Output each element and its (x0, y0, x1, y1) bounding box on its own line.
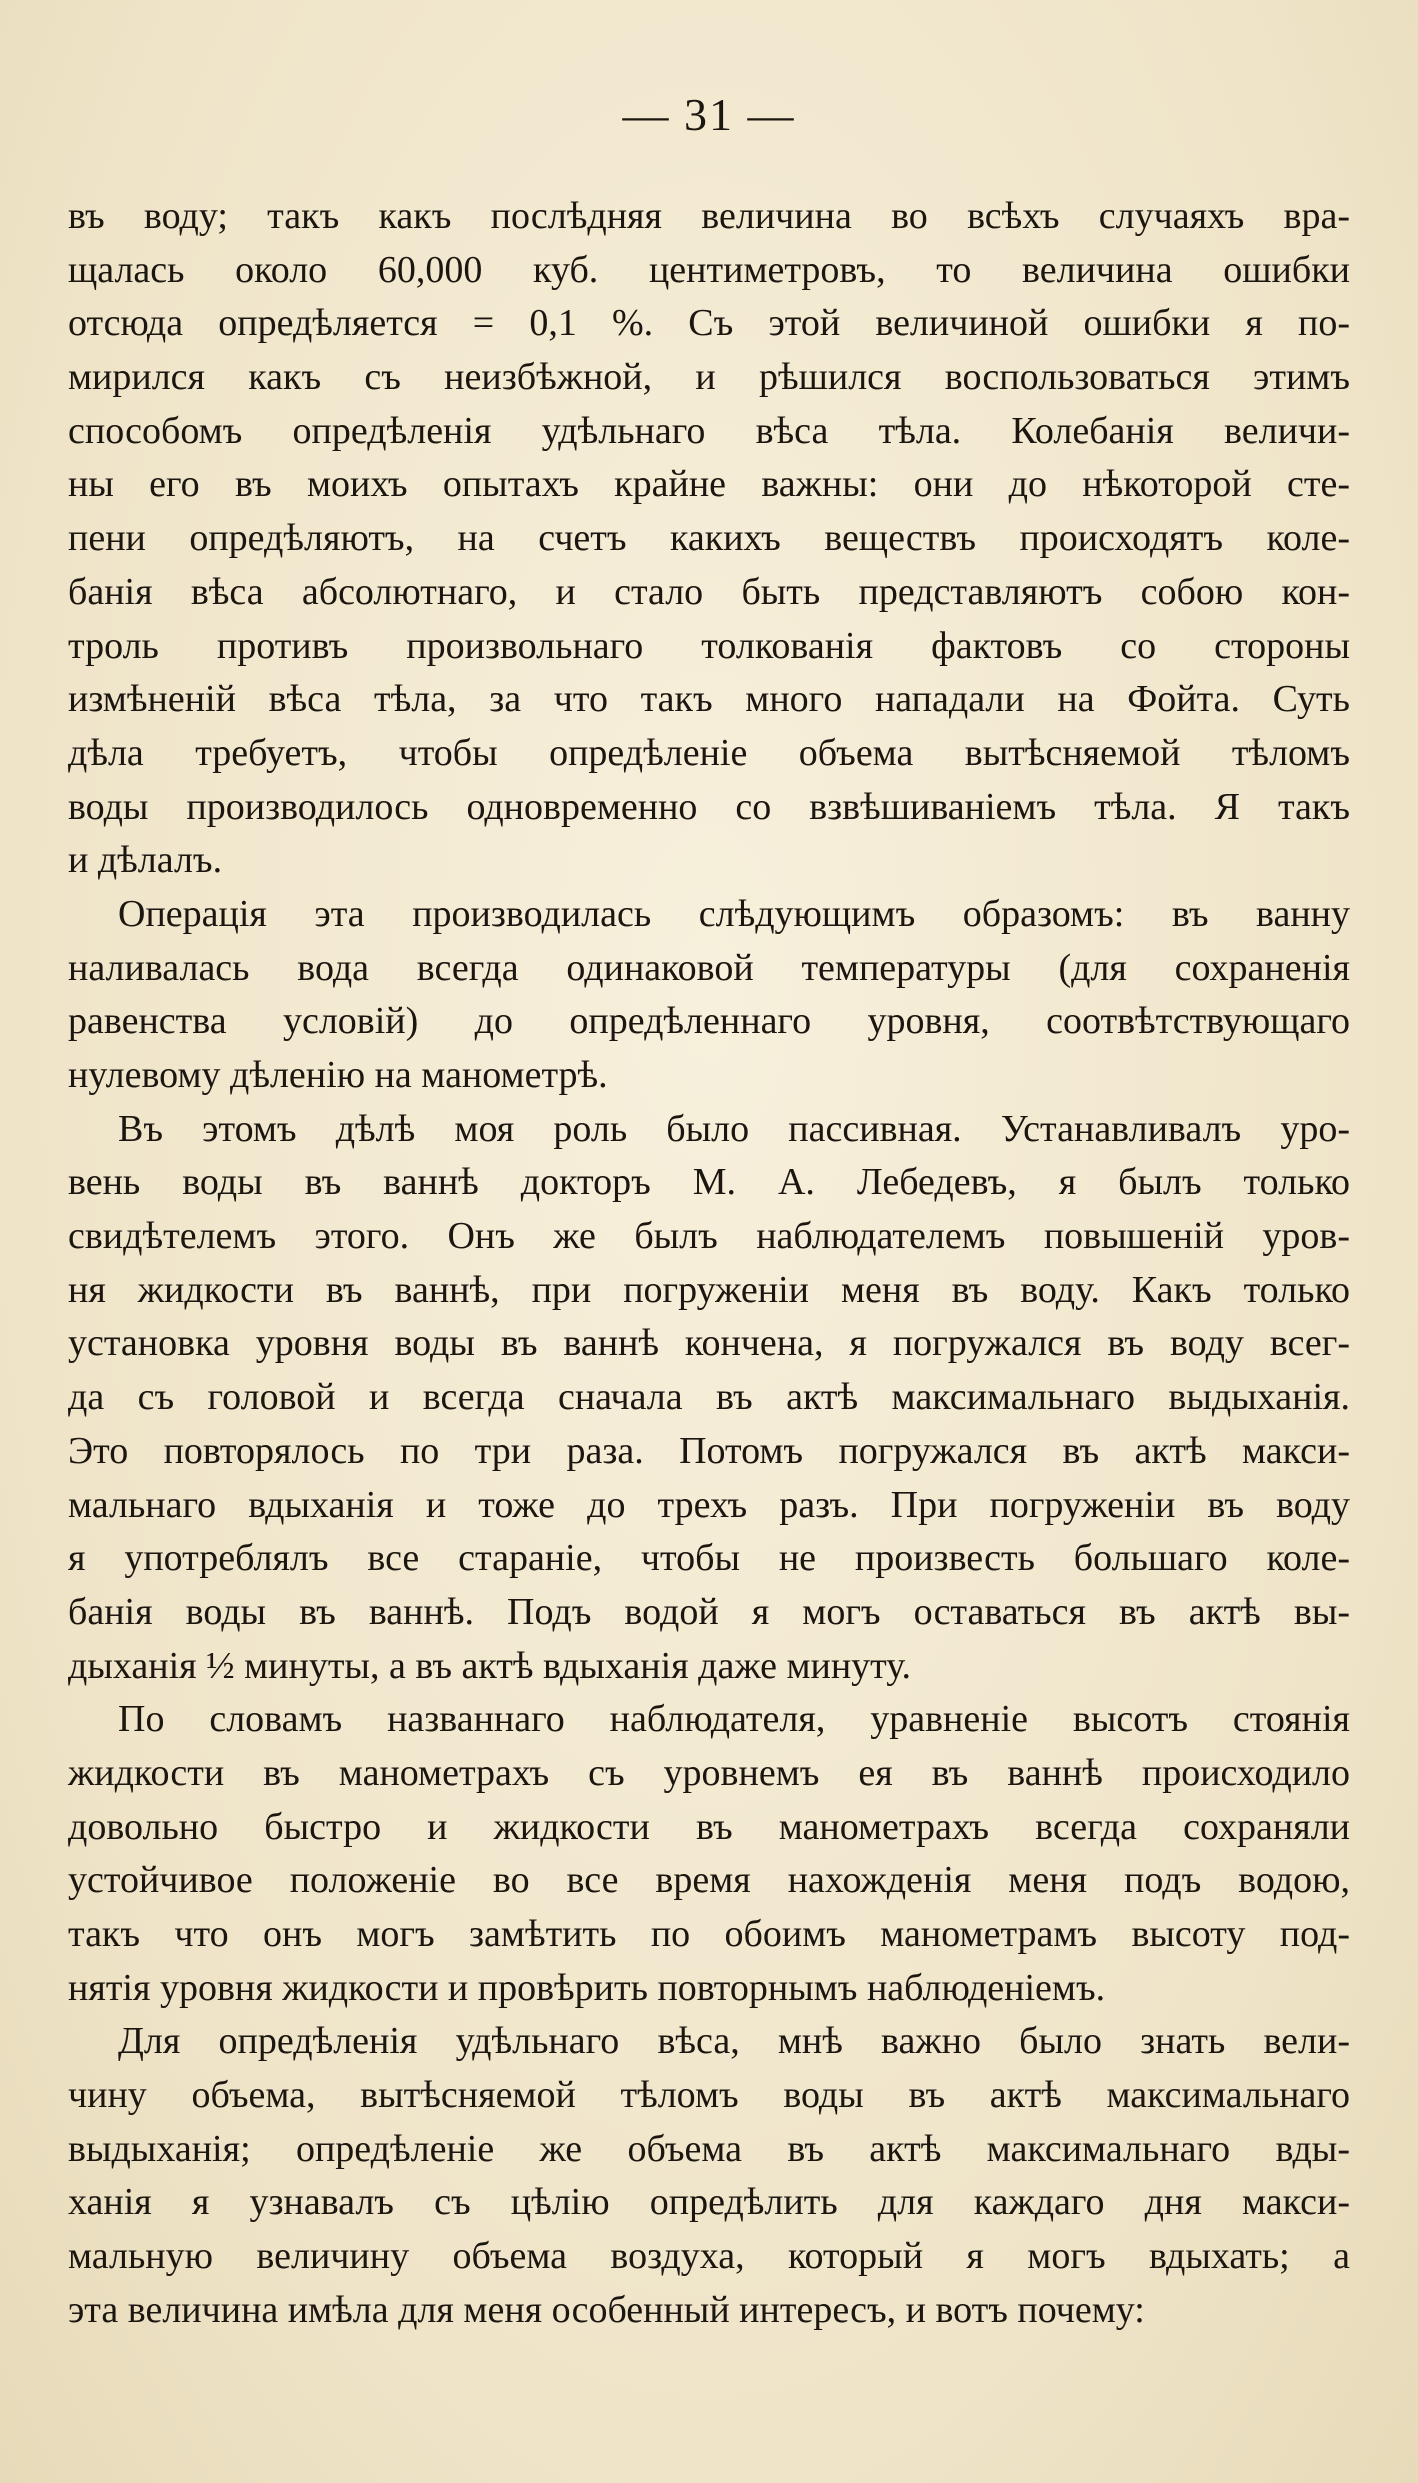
text-line: я употреблялъ все стараніе, чтобы не произвесть большаго коле- (68, 1537, 1350, 1580)
text-line: троль противъ произвольнаго толкованія фактовъ со стороны (68, 624, 1350, 667)
text-line: нятія уровня жидкости и провѣрить повторнымъ наблюденіемъ. (68, 1966, 1106, 2009)
body-text (68, 190, 1350, 2338)
text-line: ны его въ моихъ опытахъ крайне важны: они до нѣкоторой сте- (68, 463, 1350, 506)
paragraph (68, 1103, 1350, 1694)
text-line: щалась около 60,000 куб. центиметровъ, то величина ошибки (68, 248, 1350, 291)
text-line: мальнаго вдыханія и тоже до трехъ разъ. При погруженіи въ воду (68, 1483, 1350, 1526)
text-line: нулевому дѣленію на манометрѣ. (68, 1054, 608, 1096)
text-line: ня жидкости въ ваннѣ, при погруженіи меня въ воду. Какъ только (68, 1268, 1350, 1311)
text-line: наливалась вода всегда одинаковой температуры (для сохраненія (68, 946, 1350, 989)
text-line: эта величина имѣла для меня особенный интересъ, и вотъ почему: (68, 2288, 1145, 2331)
paragraph (68, 2015, 1350, 2337)
text-line: пени опредѣляютъ, на счетъ какихъ веществъ происходятъ коле- (68, 517, 1350, 560)
text-line: свидѣтелемъ этого. Онъ же былъ наблюдателемъ повышеній уров- (68, 1215, 1350, 1258)
text-line: устойчивое положеніе во все время нахожденія меня подъ водою, (68, 1859, 1350, 1902)
text-line: довольно быстро и жидкости въ манометрахъ всегда сохраняли (68, 1805, 1350, 1848)
text-line: выдыханія; опредѣленіе же объема въ актѣ максимальнаго вды- (68, 2127, 1350, 2170)
text-line: Въ этомъ дѣлѣ моя роль было пассивная. Устанавливалъ уро- (118, 1107, 1350, 1150)
text-line: воды производилось одновременно со взвѣшиваніемъ тѣла. Я такъ (68, 785, 1350, 828)
text-line: равенства условій) до опредѣленнаго уровня, соотвѣтствующаго (68, 1000, 1350, 1043)
text-line: Операція эта производилась слѣдующимъ образомъ: въ ванну (118, 892, 1350, 935)
text-line: дѣла требуетъ, чтобы опредѣленіе объема вытѣсняемой тѣломъ (68, 731, 1350, 774)
text-line: дыханія ½ минуты, а въ актѣ вдыханія даже минуту. (68, 1644, 911, 1687)
text-line: вень воды въ ваннѣ докторъ М. А. Лебедевъ, я былъ только (68, 1161, 1350, 1204)
text-line: Это повторялось по три раза. Потомъ погружался въ актѣ макси- (68, 1429, 1350, 1472)
text-line: мальную величину объема воздуха, который я могъ вдыхать; а (68, 2235, 1350, 2278)
text-line: банія воды въ ваннѣ. Подъ водой я могъ оставаться въ актѣ вы- (68, 1590, 1350, 1633)
text-line: и дѣлалъ. (68, 839, 223, 882)
text-line: банія вѣса абсолютнаго, и стало быть представляютъ собою кон- (68, 570, 1350, 613)
text-line: способомъ опредѣленія удѣльнаго вѣса тѣла. Колебанія величи- (68, 409, 1350, 452)
text-line: жидкости въ манометрахъ съ уровнемъ ея въ ваннѣ происходило (68, 1751, 1350, 1794)
text-line: такъ что онъ могъ замѣтить по обоимъ манометрамъ высоту под- (68, 1913, 1350, 1955)
text-line: да съ головой и всегда сначала въ актѣ максимальнаго выдыханія. (68, 1376, 1350, 1419)
text-line: ханія я узнавалъ съ цѣлію опредѣлить для каждаго дня макси- (68, 2181, 1350, 2224)
paragraph (68, 888, 1350, 1103)
paragraph (68, 1693, 1350, 2015)
text-line: въ воду; такъ какъ послѣдняя величина во всѣхъ случаяхъ вра- (68, 195, 1350, 237)
text-line: По словамъ названнаго наблюдателя, уравненіе высотъ стоянія (118, 1698, 1350, 1741)
text-line: чину объема, вытѣсняемой тѣломъ воды въ актѣ максимальнаго (68, 2074, 1350, 2117)
text-line: мирился какъ съ неизбѣжной, и рѣшился воспользоваться этимъ (68, 356, 1350, 399)
text-line: отсюда опредѣляется = 0,1 %. Съ этой величиной ошибки я по- (68, 302, 1350, 345)
text-line: измѣненій вѣса тѣла, за что такъ много нападали на Фойта. Суть (68, 678, 1350, 721)
text-line: Для опредѣленія удѣльнаго вѣса, мнѣ важно было знать вели- (118, 2020, 1350, 2063)
paragraph (68, 190, 1350, 888)
page-number: — 31 — (622, 89, 796, 140)
text-line: установка уровня воды въ ваннѣ кончена, я погружался въ воду всег- (68, 1322, 1350, 1365)
